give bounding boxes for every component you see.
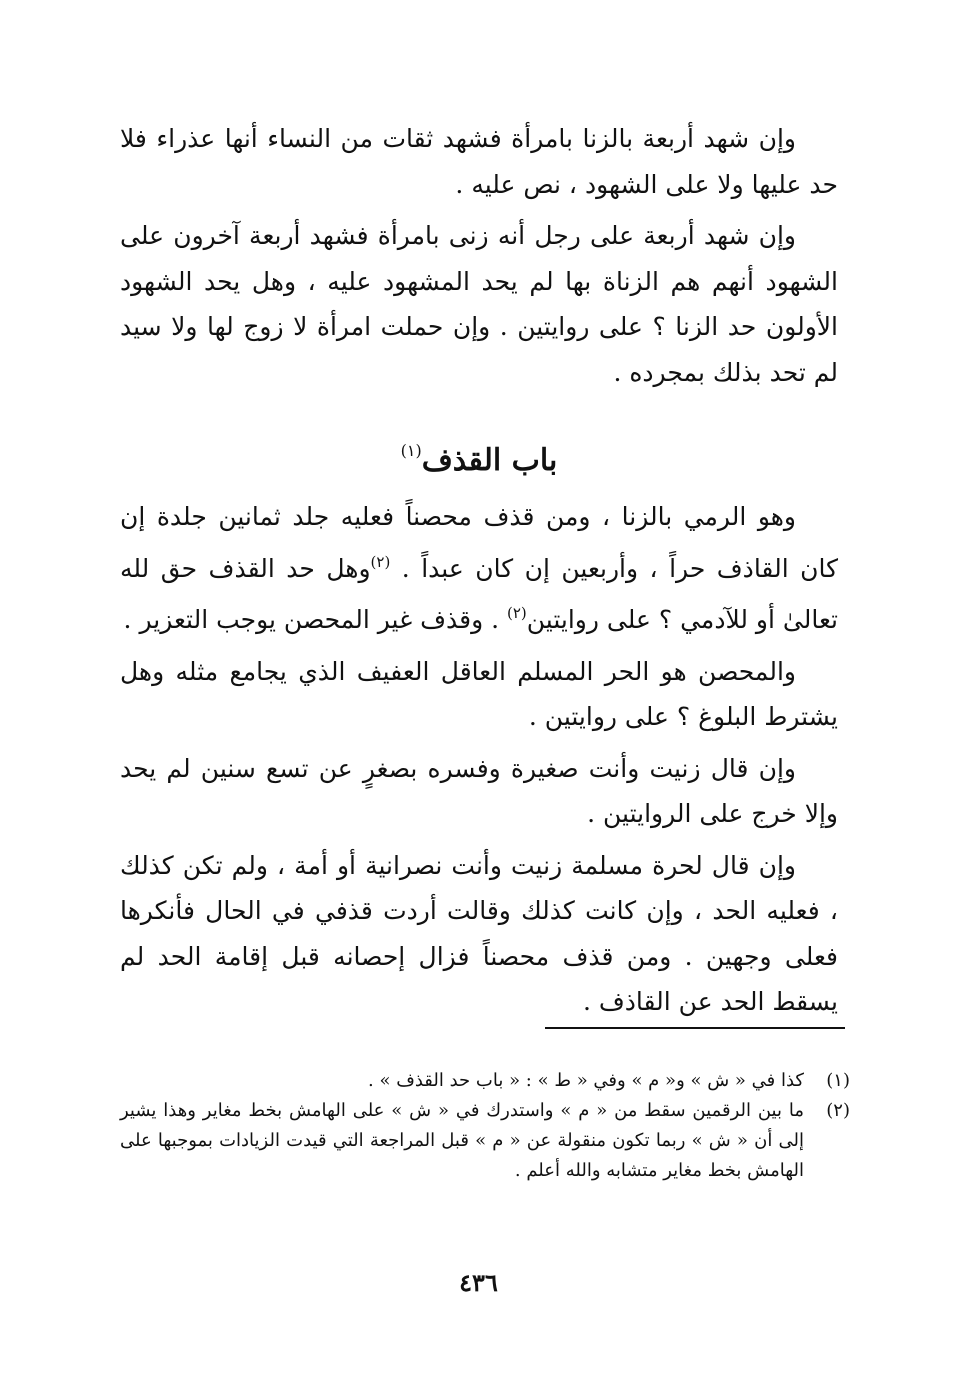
paragraph-muhsan-definition: والمحصن هو الحر المسلم العاقل العفيف الذي يجامع مثله وهل يشترط البلوغ ؟ على روايتين . [120,656,838,731]
top-text-block [120,116,838,401]
footnote-ref-open: (٢) [370,552,391,571]
footnote-text: ما بين الرقمين سقط من « م » واستدرك في « ش » على الهامش بخط مغاير وهذا يشير إلى أن « ش » ربما تكون منقولة عن « م » قبل المراجعة التي قيدت الزيادات بموجبها على الهامش بخط مغاير متشابه والله أعلم . [120,1100,804,1181]
paragraph-testimony-virgin: وإن شهد أربعة بالزنا بامرأة فشهد ثقات من النساء أنها عذراء فلا حد عليها ولا على الشهود ، نص عليه . [120,124,838,199]
footnote-separator [545,1027,845,1029]
paragraph-qadhf-part-2: وهل حد القذف حق لله تعالىٰ أو للآدمي ؟ على روايتين [120,553,838,634]
paragraph-christian-slave: وإن قال لحرة مسلمة زنيت وأنت نصرانية أو أمة ، ولم تكن كذلك ، فعليه الحد ، وإن كانت كذلك وقالت أردت قذفي في الحال فأنكرها فعلى وجهين . ومن قذف محصناً فزال إحصانه قبل إقامة الحد لم يسقط الحد عن القاذف . [120,850,838,1016]
heading-footnote-ref: (١) [400,441,422,460]
section-heading-title: باب القذف [421,443,558,478]
footnote-number: (٢) [826,1100,850,1121]
footnotes [120,1066,850,1186]
paragraph-young-girl: وإن قال زنيت وأنت صغيرة وفسره بصغرٍ عن تسع سنين لم يحد وإلا خرج على الروايتين . [120,753,838,828]
paragraph-qadhf-part-3: . وقذف غير المحصن يوجب التعزير . [123,605,507,634]
section-heading [120,426,838,486]
footnote-number: (١) [826,1070,850,1091]
bottom-text-block [120,494,838,1031]
paragraph-qadhf-definition [120,494,838,643]
paragraph-qadhf-part-1: وهو الرمي بالزنا ، ومن قذف محصناً فعليه جلد ثمانين جلدة إن كان القاذف حراً ، وأربعين إن كان عبداً . [120,502,839,583]
footnote-ref-close: (٢) [507,604,527,622]
page-number: ٤٣٦ [459,1268,498,1297]
footnote-text: كذا في « ش » و« م » وفي « ط » : « باب حد القذف » . [368,1070,804,1091]
paragraph-testimony-counter: وإن شهد أربعة على رجل أنه زنى بامرأة فشهد أربعة آخرون على الشهود أنهم هم الزناة بها لم يحد المشهود عليه ، وهل يحد الشهود الأولون حد الزنا ؟ على روايتين . وإن حملت امرأة لا زوج لها ولا سيد لم تحد بذلك بمجرده . [120,221,838,387]
footnote-item [120,1066,850,1096]
footnote-item [120,1096,850,1186]
